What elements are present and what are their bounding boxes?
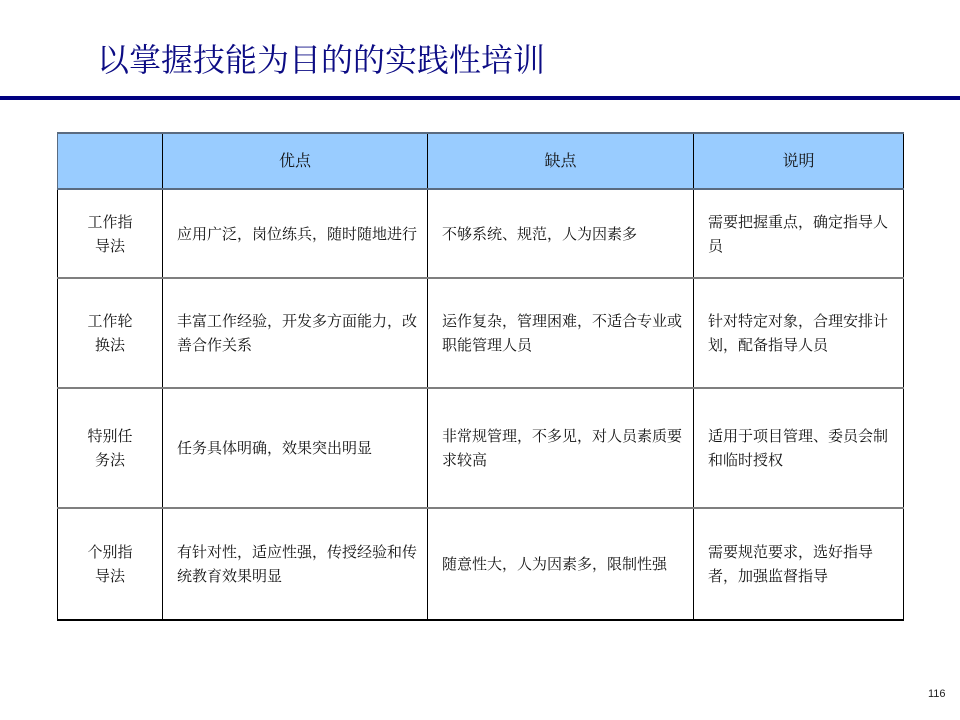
cons-text: 随意性大，人为因素多，限制性强	[442, 555, 668, 573]
cons-cell	[428, 388, 694, 508]
cons-text: 不够系统、规范，人为因素多	[442, 224, 638, 243]
table-row	[58, 278, 904, 388]
cons-text: 非常规管理，不多见，对人员素质要求较高	[442, 427, 683, 469]
header-cell-notes: 说明	[694, 133, 904, 189]
notes-cell	[694, 189, 904, 278]
slide-title: 以掌握技能为目的的实践性培训	[97, 41, 546, 79]
pros-cell	[163, 508, 428, 620]
method-line: 导法	[94, 567, 125, 585]
notes-text: 针对特定对象，合理安排计划，配备指导人员	[708, 312, 889, 354]
pros-text: 应用广泛，岗位练兵，随时随地进行	[177, 224, 418, 243]
table-header-row	[58, 133, 904, 189]
method-line: 个别指	[87, 543, 133, 561]
table-row	[58, 388, 904, 508]
pros-cell	[163, 278, 428, 388]
pros-text: 有针对性，适应性强，传授经验和传统教育效果明显	[177, 543, 418, 585]
notes-text: 需要把握重点，确定指导人员	[708, 212, 889, 255]
notes-cell	[694, 388, 904, 508]
pros-cell	[163, 189, 428, 278]
method-line: 工作指	[87, 212, 133, 231]
method-cell	[58, 278, 163, 388]
pros-text: 丰富工作经验，开发多方面能力，改善合作关系	[177, 312, 418, 354]
method-line: 换法	[94, 336, 125, 354]
table-row	[58, 189, 904, 278]
training-methods-table	[57, 132, 904, 621]
method-line: 特别任	[87, 427, 133, 445]
header-cell-pros: 优点	[163, 133, 428, 189]
cons-text: 运作复杂，管理困难，不适合专业或职能管理人员	[442, 312, 683, 354]
header-cell-empty	[58, 133, 163, 189]
method-line: 务法	[94, 451, 125, 469]
notes-cell	[694, 278, 904, 388]
cons-cell	[428, 508, 694, 620]
page-number: 116	[928, 688, 946, 700]
notes-cell	[694, 508, 904, 620]
method-cell	[58, 189, 163, 278]
notes-text: 适用于项目管理、委员会制和临时授权	[708, 427, 889, 469]
pros-text: 任务具体明确，效果突出明显	[177, 439, 373, 457]
header-cell-cons: 缺点	[428, 133, 694, 189]
method-line: 导法	[94, 236, 125, 255]
table-row	[58, 508, 904, 620]
method-line: 工作轮	[87, 312, 133, 330]
method-cell	[58, 508, 163, 620]
method-cell	[58, 388, 163, 508]
cons-cell	[428, 189, 694, 278]
cons-cell	[428, 278, 694, 388]
notes-text: 需要规范要求，选好指导者，加强监督指导	[708, 543, 874, 585]
pros-cell	[163, 388, 428, 508]
title-divider-rule	[0, 96, 960, 100]
